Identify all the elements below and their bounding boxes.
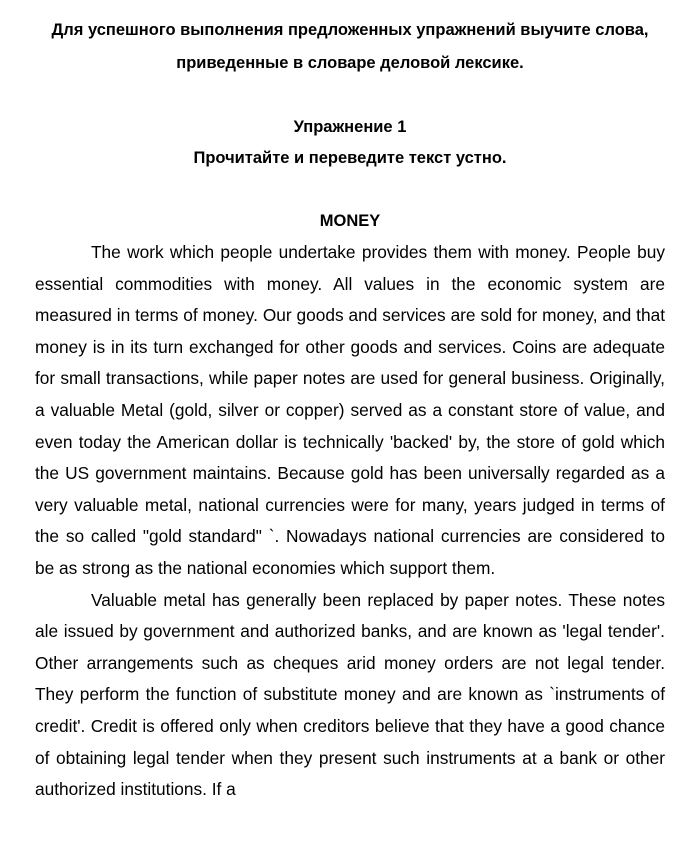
document-page — [35, 0, 665, 806]
intro-text: Для успешного выполнения предложенных упражнений выучите слова, приведенные в словаре деловой лексике. — [51, 21, 649, 72]
exercise-title: Упражнение 1 — [293, 118, 407, 136]
exercise-instruction: Прочитайте и переведите текст устно. — [193, 149, 507, 167]
paragraph-2: Valuable metal has generally been replaced by paper notes. These notes ale issued by government and authorized banks, and are known as 'legal tender'. Other arrangements such as cheques arid money orders are not legal tender. They perform the function of substitute money and are known as `instruments of credit'. Credit is offered only when creditors believe that they have a good chance of obtaining legal tender when they present such instruments at a bank or other authorized institutions. If a — [35, 589, 665, 800]
paragraph-1: The work which people undertake provides them with money. People buy essential commodities with money. All values in the economic system are measured in terms of money. Our goods and services are sold for money, and that money is in its turn exchanged for other goods and services. Coins are adequate for small transactions, while paper notes are used for general business. Originally, a valuable Metal (gold, silver or copper) served as a constant store of value, and even today the American dollar is technically 'backed' by, the store of gold which the US government maintains. Because gold has been universally regarded as a very valuable metal, national currencies were for many, years judged in terms of the so called "gold standard" `. Nowadays national currencies are considered to be as strong as the national economies which support them. — [35, 242, 665, 578]
text-title: MONEY — [319, 212, 381, 230]
